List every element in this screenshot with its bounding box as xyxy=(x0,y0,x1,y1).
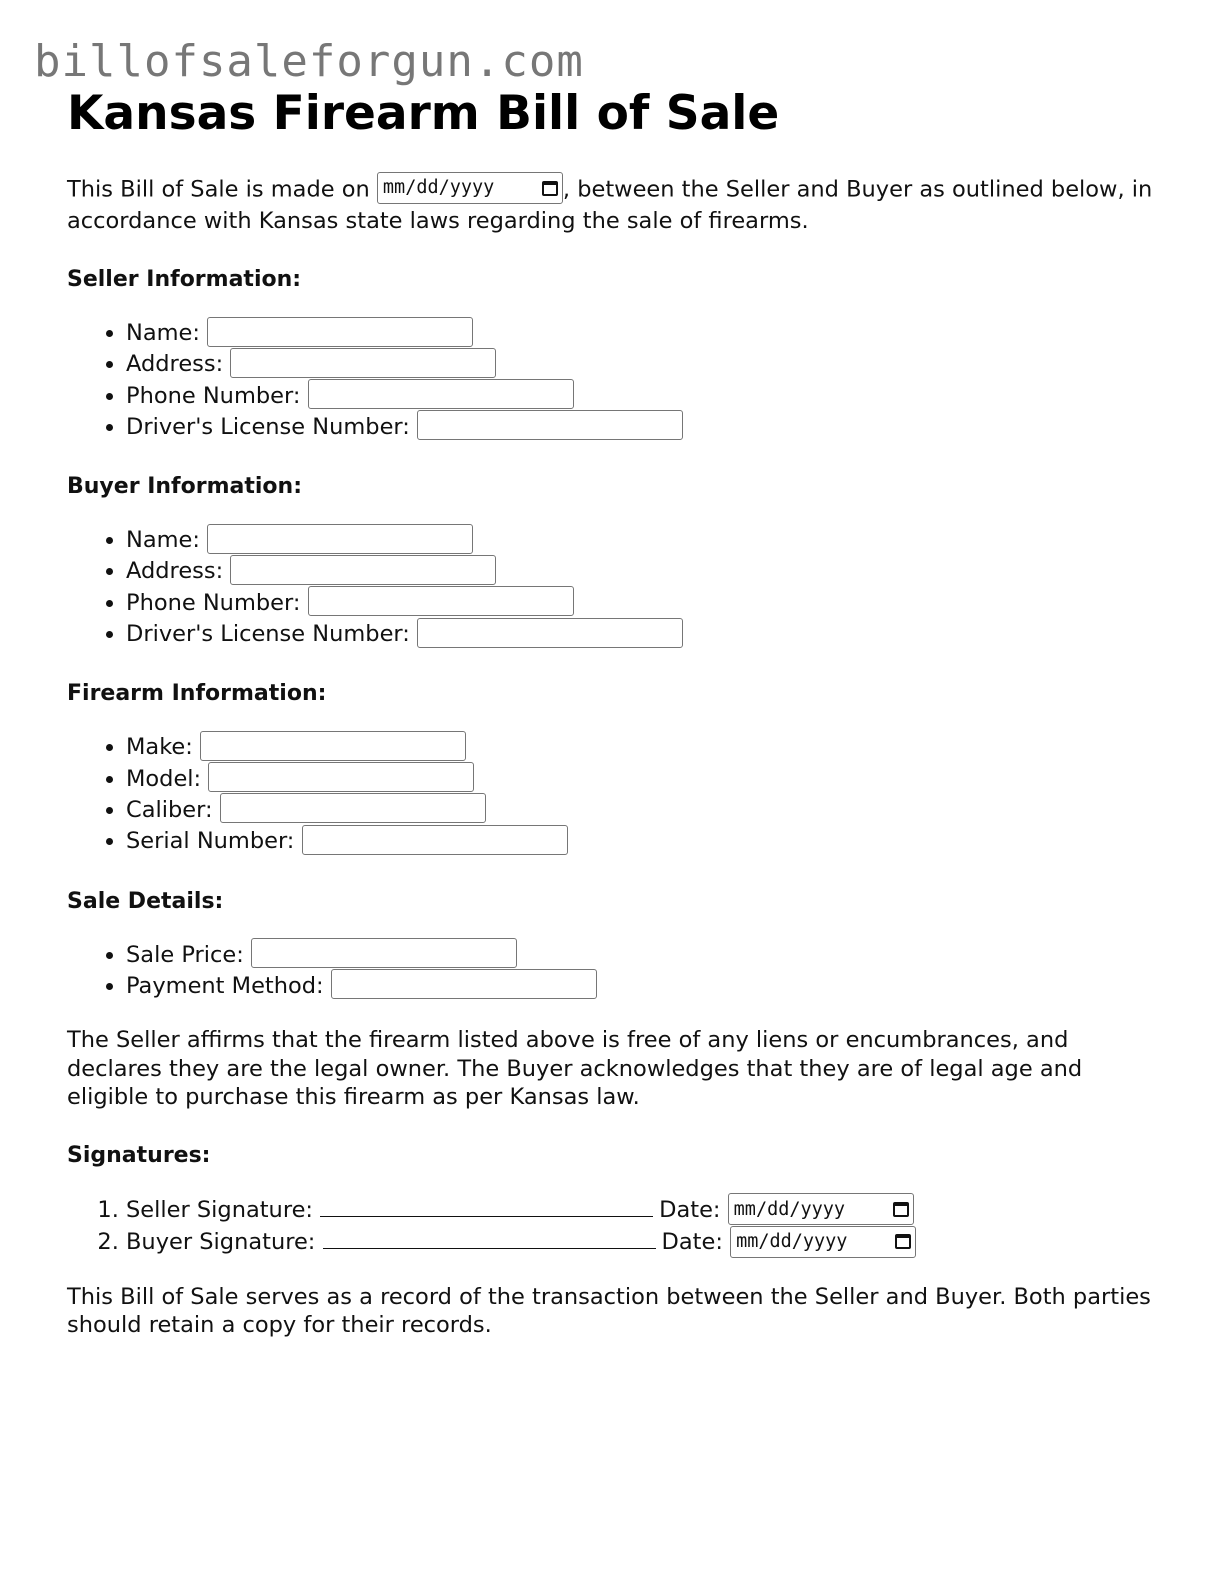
sale-price-item xyxy=(126,940,1167,971)
seller-date-input[interactable] xyxy=(728,1193,914,1225)
signatures-list xyxy=(67,1194,1167,1259)
sale-fields-list xyxy=(67,940,1167,1003)
payment-method-item xyxy=(126,971,1167,1002)
firearm-model-input[interactable] xyxy=(208,762,474,792)
seller-address-input[interactable] xyxy=(230,348,496,378)
signature-label: Seller Signature: xyxy=(126,1196,313,1223)
buyer-date-input[interactable] xyxy=(730,1226,916,1258)
buyer-name-item xyxy=(126,525,1167,556)
signatures-heading: Signatures: xyxy=(67,1142,211,1168)
payment-method-input[interactable] xyxy=(331,969,597,999)
buyer-license-item xyxy=(126,619,1167,650)
buyer-license-input[interactable] xyxy=(417,618,683,648)
field-label: Name: xyxy=(126,320,200,346)
field-label: Caliber: xyxy=(126,796,213,823)
intro-text-after: , between the Seller and Buyer as outlined below, in accordance with Kansas state laws regarding the sale of firearms. xyxy=(67,176,1153,234)
site-watermark: billofsaleforgun.com xyxy=(34,36,584,87)
firearm-make-item xyxy=(126,732,1167,763)
buyer-heading: Buyer Information: xyxy=(67,474,302,500)
calendar-icon[interactable] xyxy=(893,1202,909,1217)
buyer-signature-item xyxy=(126,1226,1167,1259)
closing-paragraph: This Bill of Sale serves as a record of the transaction between the Seller and Buyer. Both parties should retain a copy for their records. xyxy=(67,1283,1151,1339)
field-label: Phone Number: xyxy=(126,589,301,616)
sale-date-placeholder: mm/dd/yyyy xyxy=(382,177,495,198)
calendar-icon[interactable] xyxy=(542,181,558,196)
seller-license-item xyxy=(126,412,1167,443)
firearm-heading: Firearm Information: xyxy=(67,681,327,707)
seller-signature-line[interactable] xyxy=(320,1194,653,1217)
page-title: Kansas Firearm Bill of Sale xyxy=(67,86,780,141)
firearm-caliber-item xyxy=(126,795,1167,826)
buyer-name-input[interactable] xyxy=(207,524,473,554)
calendar-icon[interactable] xyxy=(895,1234,911,1249)
buyer-fields-list xyxy=(67,525,1167,650)
bill-of-sale-document xyxy=(67,84,1167,1340)
field-label: Driver's License Number: xyxy=(126,413,410,440)
field-label: Name: xyxy=(126,527,200,554)
field-label: Serial Number: xyxy=(126,828,295,855)
sale-heading: Sale Details: xyxy=(67,888,224,914)
seller-fields-list xyxy=(67,318,1167,443)
field-label: Sale Price: xyxy=(126,941,244,968)
intro-paragraph xyxy=(67,174,1167,236)
field-label: Payment Method: xyxy=(126,972,324,999)
firearm-caliber-input[interactable] xyxy=(220,793,486,823)
field-label: Phone Number: xyxy=(126,382,301,409)
firearm-fields-list xyxy=(67,732,1167,857)
sale-date-input[interactable] xyxy=(377,172,563,204)
seller-heading: Seller Information: xyxy=(67,267,302,292)
firearm-model-item xyxy=(126,764,1167,795)
buyer-phone-item xyxy=(126,588,1167,619)
buyer-signature-line[interactable] xyxy=(323,1226,656,1249)
seller-license-input[interactable] xyxy=(417,410,683,440)
date-label: Date: xyxy=(661,1229,723,1256)
date-label: Date: xyxy=(659,1196,721,1223)
seller-phone-item xyxy=(126,381,1167,412)
seller-name-input[interactable] xyxy=(207,317,473,347)
buyer-phone-input[interactable] xyxy=(308,586,574,616)
field-label: Make: xyxy=(126,734,193,761)
firearm-serial-input[interactable] xyxy=(302,825,568,855)
field-label: Driver's License Number: xyxy=(126,621,410,648)
seller-name-item xyxy=(126,318,1167,349)
firearm-serial-item xyxy=(126,826,1167,857)
field-label: Address: xyxy=(126,558,224,585)
seller-address-item xyxy=(126,349,1167,380)
signature-label: Buyer Signature: xyxy=(126,1229,316,1256)
date-placeholder: mm/dd/yyyy xyxy=(736,1231,848,1253)
seller-signature-item xyxy=(126,1194,1167,1227)
buyer-address-item xyxy=(126,556,1167,587)
seller-phone-input[interactable] xyxy=(308,379,574,409)
sale-price-input[interactable] xyxy=(251,938,517,968)
date-placeholder: mm/dd/yyyy xyxy=(733,1198,846,1220)
field-label: Address: xyxy=(126,351,224,378)
buyer-address-input[interactable] xyxy=(230,555,496,585)
firearm-make-input[interactable] xyxy=(200,731,466,761)
affirmation-paragraph: The Seller affirms that the firearm listed above is free of any liens or encumbrances, and declares they are the legal owner. The Buyer acknowledges that they are of legal age and eligible to purchase this firearm as per Kansas law. xyxy=(67,1027,1083,1111)
field-label: Model: xyxy=(126,765,202,792)
intro-text-before: This Bill of Sale is made on xyxy=(67,176,377,203)
